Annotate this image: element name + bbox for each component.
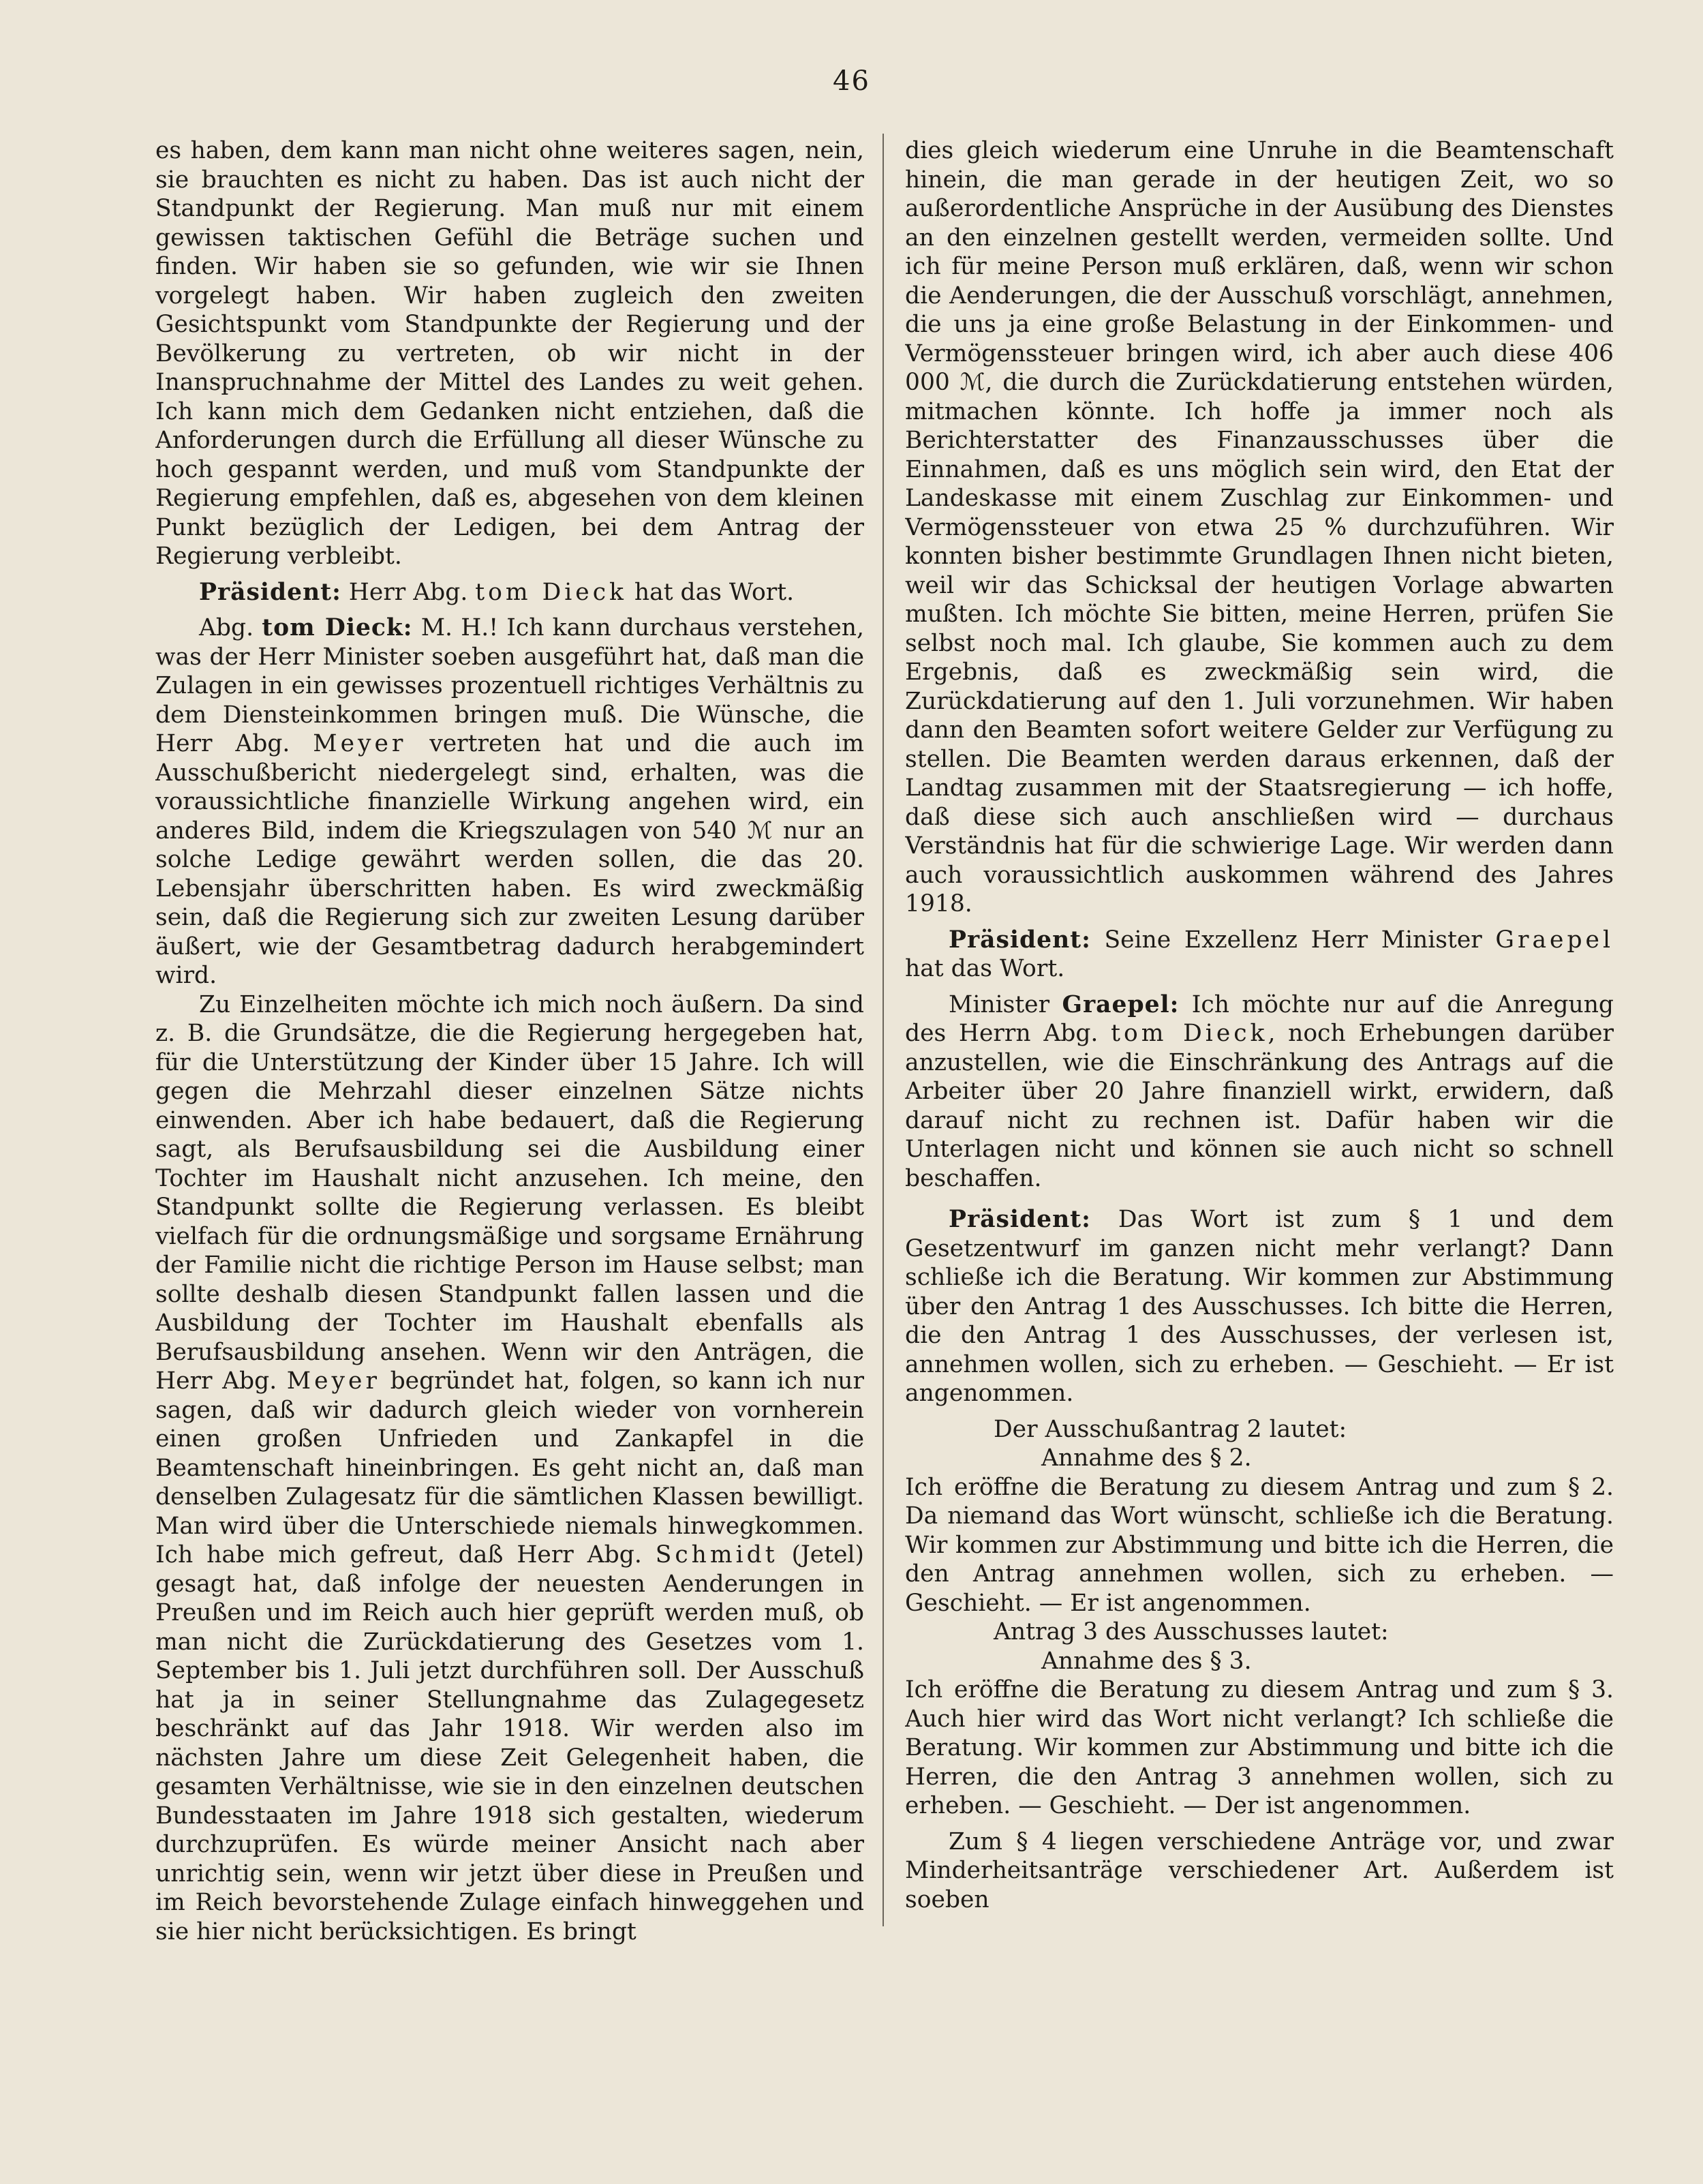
text-segment: begründet hat, folgen, so kann ich nur sagen, daß wir dadurch gleich wieder von vornherein einen großen Unfrieden und Zankapfel in die Beamtenschaft hineinbringen. Es geht nicht an, daß man denselben Zulagesatz für die sämtlichen Klassen bewilligt. Man wird über die Unterschiede niemals hinwegkommen. Ich habe mich gefreut, daß Herr Abg. [155,1367,864,1568]
spaced-name: Meyer [286,1367,380,1395]
speaker-announcement [905,926,1614,984]
text-segment: dies gleich wiederum eine Unruhe in die Beamtenschaft hinein, die man gerade in der heutigen Zeit, wo so außerordentliche Ansprüche in der Ausübung des Dienstes an den einzelnen gestellt werden, vermeiden sollte. Und ich für meine Person muß erklären, daß, wenn wir schon die Aenderungen, die der Ausschuß vorschlägt, annehmen, die uns ja eine große Belastung in der Einkommen- und Vermögenssteuer bringen wird, ich aber auch diese 406 000 ℳ, die durch die Zurückdatierung entstehen würden, mitmachen könnte. Ich hoffe ja immer noch als Berichterstatter des Finanzausschusses über die Einnahmen, daß es uns möglich sein wird, den Etat der Landeskasse mit einem Zuschlag zur Einkommen- und Vermögenssteuer von etwa 25 % durchzuführen. Wir konnten bisher bestimmte Grundlagen Ihnen nicht bieten, weil wir das Schicksal der heutigen Vorlage abwarten mußten. Ich möchte Sie bitten, meine Herren, prüfen Sie selbst noch mal. Ich glaube, Sie kommen auch zu dem Ergebnis, daß es zweckmäßig sein wird, die Zurückdatierung auf den 1. Juli vorzunehmen. Wir haben dann den Beamten sofort weitere Gelder zur Verfügung zu stellen. Die Beamten werden daraus erkennen, daß der Landtag zusammen mit der Staatsregierung — ich hoffe, daß diese sich auch anschließen wird — durchaus Verständnis hat für die schwierige Lage. Wir werden dann auch voraussichtlich auskommen während des Jahres 1918. [905,137,1614,917]
spaced-name: Meyer [313,730,407,757]
speech-tom-dieck [155,613,864,990]
text-segment: Herr Abg. [341,578,476,606]
text-segment: Minister [949,990,1062,1018]
text-segment: (Jetel) gesagt hat, daß infolge der neuesten Aenderungen in Preußen und im Reich auch hier geprüft werden muß, ob man nicht die Zurückdatierung des Gesetzes vom 1. September bis 1. Juli jetzt durchführen soll. Der Ausschuß hat ja in seiner Stellungnahme das Zulagegesetz beschränkt auf das Jahr 1918. Wir werden also im nächsten Jahre um diese Zeit Gelegenheit haben, die gesamten Verhältnisse, wie sie in den einzelnen deutschen Bundesstaaten im Jahre 1918 sich gestalten, wiederum durchzuprüfen. Es würde meiner Ansicht nach aber unrichtig sein, wenn wir jetzt über diese in Preußen und im Reich bevorstehende Zulage einfach hinweggehen und sie hier nicht berücksichtigen. Es bringt [155,1541,864,1945]
text-segment: vertreten hat und die auch im Ausschußbericht niedergelegt sind, erhalten, was die voraussichtliche finanzielle Wirkung angehen wird, ein anderes Bild, indem die Kriegszulagen von 540 ℳ nur an solche Ledige gewährt werden sollen, die das 20. Lebensjahr überschritten haben. Es wird zweckmäßig sein, daß die Regierung sich zur zweiten Lesung darüber äußert, wie der Gesamtbetrag dadurch herabgemindert wird. [155,730,864,989]
speaker-name: Graepel: [1062,990,1180,1018]
text-segment: Der Ausschußantrag 2 lautet: [994,1415,1347,1443]
motion-3-text [1041,1647,1614,1676]
text-segment: es haben, dem kann man nicht ohne weiteres sagen, nein, sie brauchten es nicht zu haben. Das ist auch nicht der Standpunkt der Regierung. Man muß nur mit einem gewissen taktischen Gefühl die Beträge suchen und finden. Wir haben sie so gefunden, wie wir sie Ihnen vorgelegt haben. Wir haben zugleich den zweiten Gesichtspunkt vom Standpunkte der Regierung und der Bevölkerung zu vertreten, ob wir nicht in der Inanspruchnahme der Mittel des Landes zu weit gehen. Ich kann mich dem Gedanken nicht entziehen, daß die Anforderungen durch die Erfüllung all dieser Wünsche zu hoch gespannt werden, und muß vom Standpunkte der Regierung empfehlen, daß es, abgesehen von dem kleinen Punkt bezüglich der Ledigen, bei dem Antrag der Regierung verbleibt. [155,137,864,570]
right-column [905,136,1614,2140]
text-segment: Annahme des § 3. [1041,1647,1252,1675]
vote-section-2 [905,1473,1614,1618]
text-segment: hat das Wort. [905,955,1065,982]
motion-2-text [1041,1444,1614,1473]
paragraph-continuation [155,136,864,571]
text-segment: Annahme des § 2. [1041,1444,1252,1472]
speaker-name: Präsident: [949,926,1091,954]
left-column [155,136,864,2140]
speaker-name: Präsident: [949,1206,1091,1233]
text-segment: Antrag 3 des Ausschusses lautet: [994,1618,1389,1645]
spaced-name: tom Dieck [1111,1020,1268,1047]
column-divider [883,134,884,1926]
spaced-name: Graepel [1495,926,1614,954]
text-segment: M. H.! Ich kann durchaus verstehen, was der Herr Minister soeben ausgeführt hat, daß man die Zulagen in ein gewisses prozentuell richtiges Verhältnis zu dem Diensteinkommen bringen muß. Die Wünsche, die Herr Abg. [155,614,864,757]
speaker-name: tom Dieck: [262,614,413,641]
spaced-name: tom Dieck [475,578,627,606]
president-vote-section-1 [905,1205,1614,1408]
section-4-intro [905,1827,1614,1915]
text-segment: hat das Wort. [626,578,795,606]
text-segment: Ich eröffne die Beratung zu diesem Antrag und zum § 3. Auch hier wird das Wort nicht verlangt? Ich schließe die Beratung. Wir kommen zur Abstimmung und bitte ich die Herren, die den Antrag 3 annehmen wollen, sich zu erheben. — Geschieht. — Der ist angenommen. [905,1676,1614,1819]
text-segment: Abg. [199,614,262,641]
page-number: 46 [833,65,870,97]
text-segment: Zu Einzelheiten möchte ich mich noch äußern. Da sind z. B. die Grundsätze, die die Regierung hergegeben hat, für die Unterstützung der Kinder über 15 Jahre. Ich will gegen die Mehrzahl dieser einzelnen Sätze nichts einwenden. Aber ich habe bedauert, daß die Regierung sagt, als Berufsausbildung sei die Ausbildung einer Tochter im Haushalt nicht anzusehen. Ich meine, den Standpunkt sollte die Regierung verlassen. Es bleibt vielfach für die ordnungsmäßige und sorgsame Ernährung der Familie nicht die richtige Person im Hause selbst; man sollte deshalb diesen Standpunkt fallen lassen und die Ausbildung der Tochter im Haushalt ebenfalls als Berufsausbildung ansehen. Wenn wir den Anträgen, die Herr Abg. [155,990,864,1395]
motion-3-heading [994,1618,1614,1647]
vote-section-3 [905,1675,1614,1821]
text-segment: Ich eröffne die Beratung zu diesem Antrag und zum § 2. Da niemand das Wort wünscht, schließe ich die Beratung. Wir kommen zur Abstimmung und bitte ich die Herren, die den Antrag annehmen wollen, sich zu erheben. — Geschieht. — Er ist angenommen. [905,1473,1614,1617]
spaced-name: Schmidt [655,1541,778,1568]
text-segment: , noch Erhebungen darüber anzustellen, wie die Einschränkung des Antrags auf die Arbeiter über 20 Jahre finanziell wirkt, erwidern, daß darauf nicht zu rechnen ist. Dafür haben wir die Unterlagen nicht und können sie auch nicht so schnell beschaffen. [905,1020,1614,1192]
text-segment: Seine Exzellenz Herr Minister [1090,926,1496,954]
text-segment: Das Wort ist zum § 1 und dem Gesetzentwurf im ganzen nicht mehr verlangt? Dann schließe ich die Beratung. Wir kommen zur Abstimmung über den Antrag 1 des Ausschusses. Ich bitte die Herren, die den Antrag 1 des Ausschusses, der verlesen ist, annehmen wollen, sich zu erheben. — Geschieht. — Er ist angenommen. [905,1206,1614,1407]
speaker-name: Präsident: [199,578,341,606]
speech-graepel [905,990,1614,1194]
text-segment: Ich möchte nur auf die Anregung des Herrn Abg. [905,990,1614,1047]
speech-tom-dieck-continued [155,990,864,1947]
paragraph-continuation [905,136,1614,919]
text-segment: Zum § 4 liegen verschiedene Anträge vor, und zwar Minderheitsanträge verschiedener Art. Außerdem ist soeben [905,1827,1614,1913]
motion-2-heading [994,1415,1614,1444]
speaker-announcement [155,578,864,607]
